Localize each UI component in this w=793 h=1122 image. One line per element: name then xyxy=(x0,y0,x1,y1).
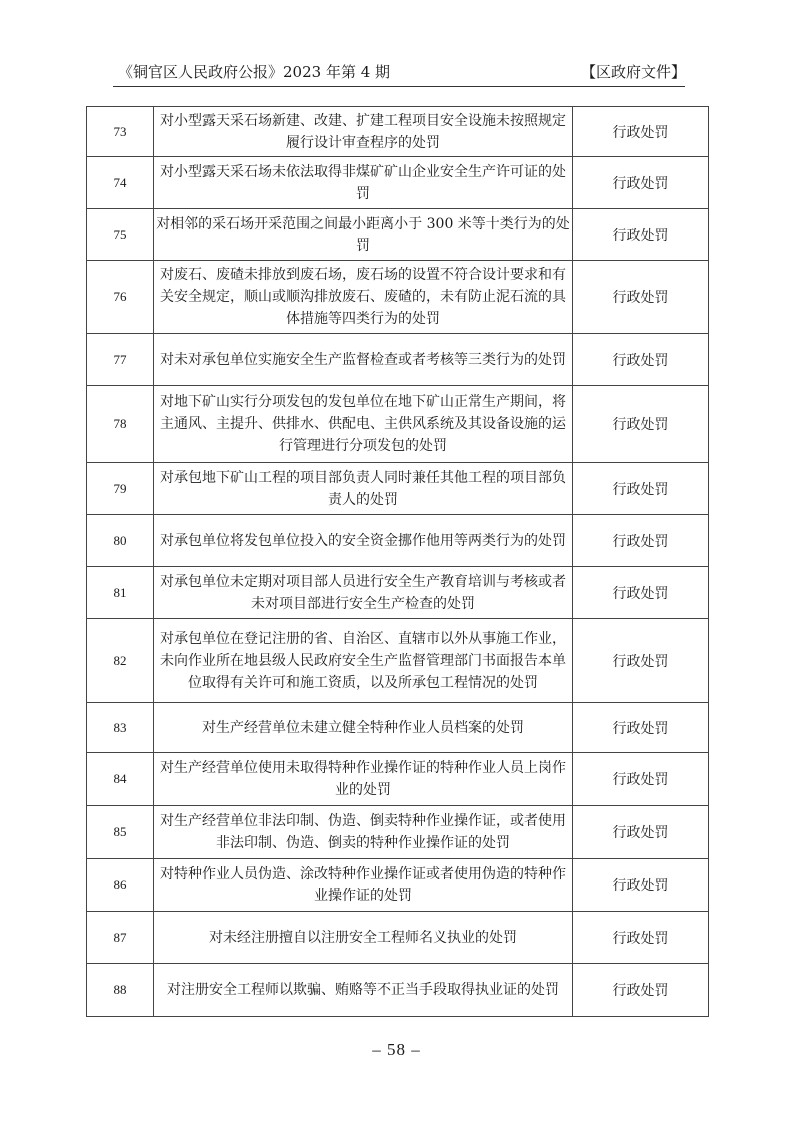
row-description: 对承包单位在登记注册的省、自治区、直辖市以外从事施工作业，未向作业所在地县级人民政府安全生产监督管理部门书面报告本单位取得有关许可和施工资质，以及所承包工程情况的处罚 xyxy=(154,619,573,703)
row-number: 79 xyxy=(87,463,154,515)
row-number: 88 xyxy=(87,964,154,1017)
table-row xyxy=(87,463,709,515)
table-row xyxy=(87,515,709,567)
table-row xyxy=(87,209,709,261)
row-number: 77 xyxy=(87,334,154,386)
page-number: – 58 – xyxy=(372,1040,421,1059)
row-description: 对未经注册擅自以注册安全工程师名义执业的处罚 xyxy=(154,912,573,964)
table-row xyxy=(87,107,709,157)
row-description: 对承包单位将发包单位投入的安全资金挪作他用等两类行为的处罚 xyxy=(154,515,573,567)
section-label: 【区政府文件】 xyxy=(580,62,686,81)
row-category: 行政处罚 xyxy=(573,619,709,703)
page-header xyxy=(118,58,686,84)
row-category: 行政处罚 xyxy=(573,567,709,619)
row-number: 78 xyxy=(87,386,154,463)
table-row xyxy=(87,334,709,386)
row-category: 行政处罚 xyxy=(573,912,709,964)
row-number: 84 xyxy=(87,753,154,806)
row-category: 行政处罚 xyxy=(573,107,709,157)
row-category: 行政处罚 xyxy=(573,806,709,859)
row-number: 82 xyxy=(87,619,154,703)
row-description: 对生产经营单位未建立健全特种作业人员档案的处罚 xyxy=(154,703,573,753)
row-category: 行政处罚 xyxy=(573,515,709,567)
row-number: 85 xyxy=(87,806,154,859)
row-description: 对地下矿山实行分项发包的发包单位在地下矿山正常生产期间，将主通风、主提升、供排水、供配电、主供风系统及其设备设施的运行管理进行分项发包的处罚 xyxy=(154,386,573,463)
row-number: 81 xyxy=(87,567,154,619)
table-row xyxy=(87,703,709,753)
row-description: 对生产经营单位非法印制、伪造、倒卖特种作业操作证，或者使用非法印制、伪造、倒卖的特种作业操作证的处罚 xyxy=(154,806,573,859)
table-row xyxy=(87,157,709,209)
table-row xyxy=(87,806,709,859)
row-description: 对废石、废碴未排放到废石场，废石场的设置不符合设计要求和有关安全规定，顺山或顺沟排放废石、废碴的，未有防止泥石流的具体措施等四类行为的处罚 xyxy=(154,261,573,334)
row-number: 86 xyxy=(87,859,154,912)
row-category: 行政处罚 xyxy=(573,703,709,753)
penalty-items-table xyxy=(86,106,709,1017)
row-description: 对生产经营单位使用未取得特种作业操作证的特种作业人员上岗作业的处罚 xyxy=(154,753,573,806)
table-row xyxy=(87,261,709,334)
row-number: 73 xyxy=(87,107,154,157)
row-number: 76 xyxy=(87,261,154,334)
row-number: 87 xyxy=(87,912,154,964)
row-category: 行政处罚 xyxy=(573,859,709,912)
row-category: 行政处罚 xyxy=(573,463,709,515)
row-description: 对承包地下矿山工程的项目部负责人同时兼任其他工程的项目部负责人的处罚 xyxy=(154,463,573,515)
table-body xyxy=(87,107,709,1017)
row-number: 75 xyxy=(87,209,154,261)
table-row xyxy=(87,386,709,463)
row-category: 行政处罚 xyxy=(573,261,709,334)
publication-title: 《铜官区人民政府公报》2023 年第 4 期 xyxy=(118,62,391,81)
row-category: 行政处罚 xyxy=(573,964,709,1017)
row-description: 对小型露天采石场未依法取得非煤矿矿山企业安全生产许可证的处罚 xyxy=(154,157,573,209)
row-description: 对注册安全工程师以欺骗、贿赂等不正当手段取得执业证的处罚 xyxy=(154,964,573,1017)
row-description: 对承包单位未定期对项目部人员进行安全生产教育培训与考核或者未对项目部进行安全生产检查的处罚 xyxy=(154,567,573,619)
row-description: 对小型露天采石场新建、改建、扩建工程项目安全设施未按照规定履行设计审查程序的处罚 xyxy=(154,107,573,157)
row-category: 行政处罚 xyxy=(573,334,709,386)
table-row xyxy=(87,912,709,964)
table-row xyxy=(87,964,709,1017)
row-category: 行政处罚 xyxy=(573,209,709,261)
header-divider xyxy=(113,86,685,87)
row-category: 行政处罚 xyxy=(573,753,709,806)
table-row xyxy=(87,567,709,619)
row-description: 对未对承包单位实施安全生产监督检查或者考核等三类行为的处罚 xyxy=(154,334,573,386)
table-row xyxy=(87,753,709,806)
table-row xyxy=(87,859,709,912)
row-description: 对特种作业人员伪造、涂改特种作业操作证或者使用伪造的特种作业操作证的处罚 xyxy=(154,859,573,912)
row-number: 74 xyxy=(87,157,154,209)
row-number: 83 xyxy=(87,703,154,753)
row-number: 80 xyxy=(87,515,154,567)
table-row xyxy=(87,619,709,703)
row-category: 行政处罚 xyxy=(573,157,709,209)
row-description: 对相邻的采石场开采范围之间最小距离小于 300 米等十类行为的处罚 xyxy=(154,209,573,261)
row-category: 行政处罚 xyxy=(573,386,709,463)
